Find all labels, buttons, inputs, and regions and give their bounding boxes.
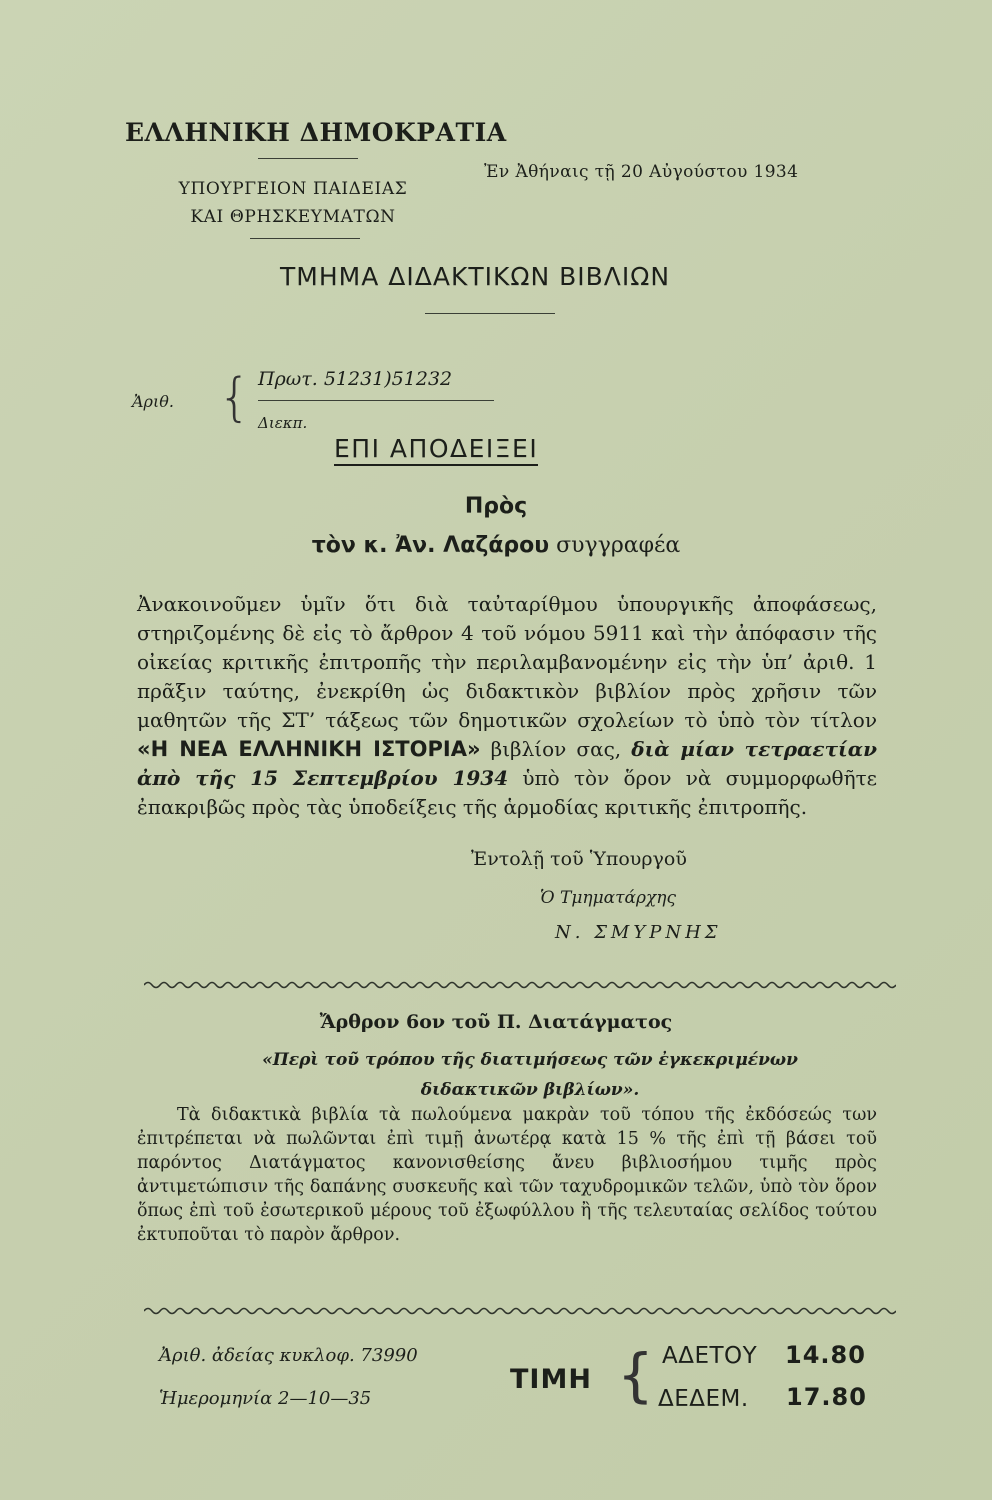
divider (258, 400, 494, 401)
addressee-to: Πρὸς (464, 494, 528, 519)
document-date: Ἐν Ἀθήναις τῇ 20 Αὐγούστου 1934 (484, 162, 799, 182)
price-unbound-value: 14.80 (785, 1341, 866, 1369)
delivery-stamp: ΕΠΙ ΑΠΟΔΕΙΞΕΙ (334, 434, 538, 466)
letter-body (137, 590, 877, 822)
body-part-1: Ἀνακοινοῦμεν ὑμῖν ὅτι διὰ ταὐταρίθμου ὑπουργικῆς ἀποφάσεως, στηριζομένης δὲ εἰς τὸ ἄρθρον 4 τοῦ νόμου 5911 καὶ τὴν ἀπόφασιν τῆς οἰκείας κριτικῆς ἐπιτροπῆς τὴν περιλαμβανομένην εἰς τὴν ὑπ’ ἀριθ. 1 πρᾶξιν ταύτης, ἐνεκρίθη ὡς διδακτικὸν βιβλίον πρὸς χρῆσιν τῶν μαθητῶν τῆς ΣΤ’ τάξεως τῶν δημοτικῶν σχολείων τὸ ὑπὸ τὸν τίτλον (137, 592, 877, 732)
body-part-2: βιβλίον σας, (490, 737, 622, 761)
price-bound-value: 17.80 (786, 1383, 867, 1411)
wavy-divider (144, 1302, 896, 1320)
wavy-divider (144, 976, 896, 994)
divider (258, 158, 358, 159)
article-subtitle: «Περὶ τοῦ τρόπου τῆς διατιμήσεως τῶν ἐγκεκριμένων διδακτικῶν βιβλίων». (262, 1050, 798, 1100)
permit-date: Ἡμερομηνία 2—10—35 (159, 1388, 372, 1409)
book-title: «Η ΝΕΑ ΕΛΛΗΝΙΚΗ ΙΣΤΟΡΙΑ» (137, 737, 481, 761)
brace-symbol: { (617, 1341, 654, 1409)
price-label: ΤΙΜΗ (510, 1364, 592, 1395)
ministry-name (158, 175, 428, 231)
price-bound-label: ΔΕΔΕΜ. (658, 1386, 749, 1412)
article-title: Ἄρθρον 6ον τοῦ Π. Διατάγματος (319, 1011, 673, 1033)
ministry-line-1: ΥΠΟΥΡΓΕΙΟΝ ΠΑΙΔΕΙΑΣ (178, 179, 408, 199)
addressee-role: συγγραφέα (556, 533, 681, 558)
divider (250, 238, 360, 239)
signature-name: Ν. ΣΜΥΡΝΗΣ (555, 922, 722, 943)
brace-symbol: { (218, 368, 252, 428)
divider (425, 313, 555, 314)
addressee-line (0, 533, 992, 558)
signature-title: Ὁ Τμηματάρχης (540, 888, 676, 908)
ministry-line-2: ΚΑΙ ΘΡΗΣΚΕΥΜΑΤΩΝ (190, 207, 396, 227)
state-heading: ΕΛΛΗΝΙΚΗ ΔΗΜΟΚΡΑΤΙΑ (125, 118, 507, 147)
circulation-permit: Ἀριθ. ἀδείας κυκλοφ. 73990 (159, 1345, 418, 1366)
price-unbound-label: ΑΔΕΤΟΥ (662, 1343, 758, 1369)
protocol-number: Πρωτ. 51231)51232 (258, 368, 453, 390)
dispatch-label: Διεκπ. (258, 414, 308, 432)
reference-label: Ἀριθ. (132, 392, 174, 411)
article-body: Τὰ διδακτικὰ βιβλία τὰ πωλούμενα μακρὰν τοῦ τόπου τῆς ἐκδόσεώς των ἐπιτρέπεται νὰ πωλῶνται ἐπὶ τιμῇ ἀνωτέρᾳ κατὰ 15 % τῆς ἐπὶ τῇ βάσει τοῦ παρόντος Διατάγματος κανονισθείσης ἄνευ βιβλιοσήμου τιμῆς πρὸς ἀντιμετώπισιν τῆς δαπάνης συσκευῆς καὶ τῶν ταχυδρομικῶν τελῶν, ὑπὸ τὸν ὅρον ὅπως ἐπὶ τοῦ ἐσωτερικοῦ μέρους τοῦ ἐξωφύλλου ἢ τῆς τελευταίας σελίδος τούτου ἐκτυποῦται τὸ παρὸν ἄρθρον. (137, 1105, 877, 1245)
approval-period: διὰ μίαν τετραετίαν ἀπὸ τῆς 15 Σεπτεμβρίου 1934 (137, 737, 877, 790)
signature-authority: Ἐντολῇ τοῦ Ὑπουργοῦ (471, 848, 687, 870)
addressee-name: τὸν κ. Ἀν. Λαζάρου (311, 533, 550, 558)
section-heading: ΤΜΗΜΑ ΔΙΔΑΚΤΙΚΩΝ ΒΙΒΛΙΩΝ (280, 262, 671, 291)
body-part-3: ὑπὸ τὸν ὅρον νὰ συμμορφωθῆτε ἐπακριβῶς πρὸς τὰς ὑποδείξεις τῆς ἁρμοδίας κριτικῆς ἐπιτροπῆς. (137, 766, 877, 819)
